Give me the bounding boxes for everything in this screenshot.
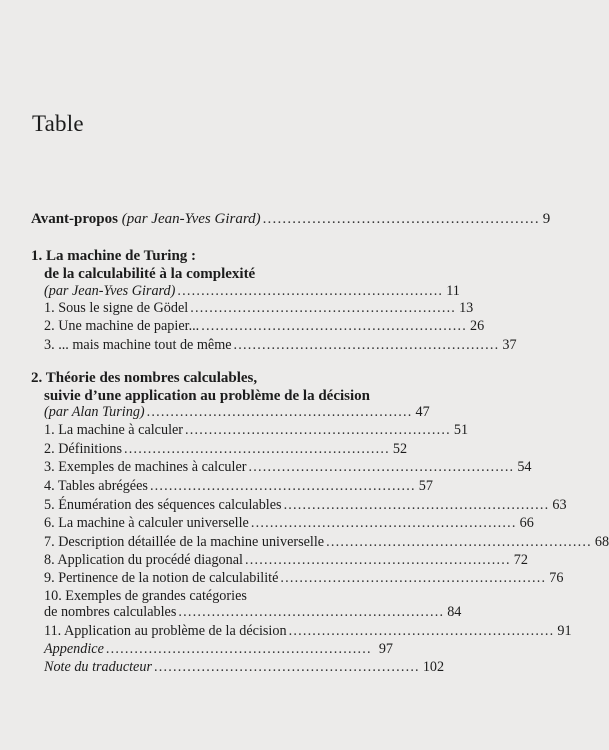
toc-entry[interactable] bbox=[44, 300, 474, 317]
entry-label: Note du traducteur bbox=[44, 659, 152, 675]
entry-label: 2. Une machine de papier... bbox=[44, 318, 200, 334]
page-number: 76 bbox=[549, 570, 564, 586]
dot-leader: ........................................................ bbox=[283, 497, 550, 513]
dot-leader: ........................................................ bbox=[185, 422, 451, 438]
page-title: Table bbox=[32, 111, 84, 136]
dot-leader: ........................................................ bbox=[178, 604, 445, 620]
page-number: 63 bbox=[552, 497, 567, 513]
dot-leader: ........................................................ bbox=[233, 337, 500, 353]
toc-entry[interactable] bbox=[44, 552, 528, 569]
entry-label: 7. Description détaillée de la machine universelle bbox=[44, 534, 325, 550]
section-heading-2: 2. Théorie des nombres calculables, bbox=[31, 370, 258, 386]
page-number: 57 bbox=[418, 478, 433, 494]
entry-label bbox=[31, 211, 261, 228]
dot-leader: ........................................................ bbox=[250, 515, 517, 531]
dot-leader: ........................................................ bbox=[326, 534, 592, 550]
toc-entry-note[interactable] bbox=[44, 659, 445, 676]
entry-label: (par Alan Turing) bbox=[44, 404, 145, 420]
toc-entry[interactable] bbox=[44, 318, 485, 335]
page-number: 26 bbox=[470, 318, 485, 334]
entry-label-line1: 10. Exemples de grandes catégories bbox=[44, 588, 247, 604]
page-number: 47 bbox=[415, 404, 430, 420]
page-number: 13 bbox=[459, 300, 474, 316]
dot-leader: ........................................................ bbox=[288, 623, 555, 639]
entry-label-bold: Avant-propos bbox=[31, 211, 118, 227]
dot-leader: ........................................................ bbox=[177, 283, 444, 299]
entry-label: 5. Énumération des séquences calculables bbox=[44, 497, 282, 513]
page-number: 52 bbox=[392, 441, 408, 457]
entry-label: 8. Application du procédé diagonal bbox=[44, 552, 243, 568]
page-number: 51 bbox=[453, 422, 469, 438]
toc-entry[interactable] bbox=[44, 478, 433, 495]
toc-entry[interactable] bbox=[44, 497, 567, 514]
toc-entry[interactable] bbox=[44, 623, 572, 640]
dot-leader: ........................................................ bbox=[190, 300, 457, 316]
toc-entry[interactable] bbox=[44, 604, 462, 621]
dot-leader: ........................................................ bbox=[149, 478, 416, 494]
page-number: 84 bbox=[447, 604, 462, 620]
dot-leader: ........................................................ bbox=[146, 404, 413, 420]
section-heading-2-subtitle: suivie d’une application au problème de la décision bbox=[44, 388, 371, 404]
entry-label: 2. Définitions bbox=[44, 441, 123, 457]
page-number: 66 bbox=[519, 515, 534, 531]
page-number: 72 bbox=[513, 552, 528, 568]
entry-label: 1. La machine à calculer bbox=[44, 422, 184, 438]
toc-entry[interactable] bbox=[44, 570, 564, 587]
entry-label-author: (par Jean-Yves Girard) bbox=[117, 211, 261, 227]
page-number: 54 bbox=[517, 459, 532, 475]
page-number: 9 bbox=[542, 211, 551, 227]
entry-label: 3. ... mais machine tout de même bbox=[44, 337, 232, 353]
section-heading-1: 1. La machine de Turing : bbox=[31, 248, 197, 264]
page-number: 68 bbox=[594, 534, 609, 550]
page-number: 91 bbox=[557, 623, 572, 639]
dot-leader: ........................................................ bbox=[248, 459, 515, 475]
entry-label: (par Jean-Yves Girard) bbox=[44, 283, 176, 299]
dot-leader: ........................................................ bbox=[280, 570, 547, 586]
entry-label: 6. La machine à calculer universelle bbox=[44, 515, 249, 531]
toc-entry-avant-propos[interactable] bbox=[31, 211, 551, 228]
dot-leader: ........................................................ bbox=[201, 318, 468, 334]
entry-label: 11. Application au problème de la décision bbox=[44, 623, 287, 639]
entry-label: 9. Pertinence de la notion de calculabilité bbox=[44, 570, 279, 586]
section-heading-1-subtitle: de la calculabilité à la complexité bbox=[44, 266, 256, 282]
toc-entry[interactable] bbox=[44, 534, 609, 551]
toc-entry[interactable] bbox=[44, 422, 469, 439]
entry-label: Appendice bbox=[44, 641, 104, 657]
dot-leader: ........................................................ bbox=[244, 552, 511, 568]
toc-entry-multiline[interactable] bbox=[44, 588, 393, 605]
toc-entry-appendice[interactable] bbox=[44, 641, 393, 658]
toc-entry[interactable] bbox=[44, 459, 532, 476]
toc-entry[interactable] bbox=[44, 337, 517, 354]
page-number: 37 bbox=[502, 337, 517, 353]
toc-entry[interactable] bbox=[44, 441, 408, 458]
toc-entry[interactable] bbox=[44, 515, 534, 532]
entry-label: 4. Tables abrégées bbox=[44, 478, 148, 494]
dot-leader: ........................................................ bbox=[105, 641, 372, 657]
page-number: 11 bbox=[446, 283, 460, 299]
toc-entry-section2-author[interactable] bbox=[44, 404, 430, 421]
page-number: 102 bbox=[422, 659, 445, 675]
entry-label-line2: de nombres calculables bbox=[44, 604, 177, 620]
dot-leader: ........................................................ bbox=[124, 441, 390, 457]
entry-label: 1. Sous le signe de Gödel bbox=[44, 300, 189, 316]
entry-label: 3. Exemples de machines à calculer bbox=[44, 459, 247, 475]
page-number: 97 bbox=[378, 641, 393, 657]
dot-leader: ........................................................ bbox=[153, 659, 420, 675]
dot-leader: ........................................................ bbox=[262, 211, 540, 227]
toc-entry-section1-author[interactable] bbox=[44, 283, 460, 300]
